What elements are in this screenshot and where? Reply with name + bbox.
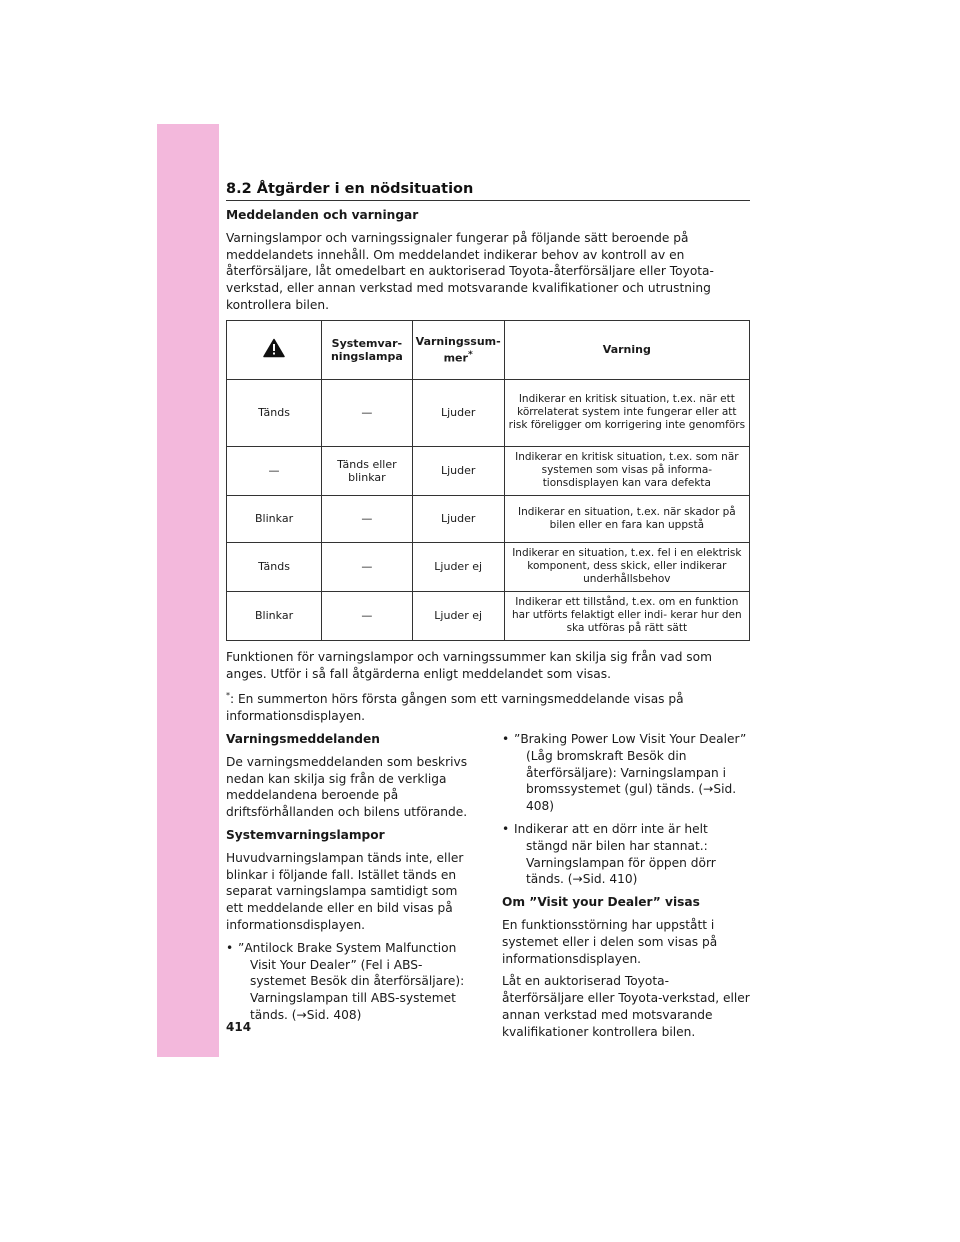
bullet-first-line: Indikerar att en dörr inte är helt: [514, 822, 708, 837]
cell-buzzer: Ljuder: [412, 446, 504, 495]
section-header: [226, 178, 750, 201]
left-para-1: De varningsmeddelanden som beskrivs nedan kan skilja sig från de verkliga meddelandena beroende på driftsförhållanden och bilens utförande.: [226, 754, 468, 820]
cell-description: Indikerar en situation, t.ex. fel i en elektrisk komponent, dess skick, eller indikerar underhållsbehov: [504, 542, 749, 591]
bullet-first-line: ”Braking Power Low Visit Your Dealer”: [514, 732, 747, 747]
table-row: [227, 379, 750, 446]
footnote-mark: *: [226, 691, 230, 701]
bullet-rest: stängd när bilen har stannat.: Varningslampan för öppen dörr tänds. (→Sid. 410): [526, 838, 716, 887]
cell-buzzer: Ljuder: [412, 379, 504, 446]
left-para-2: Huvudvarningslampan tänds inte, eller blinkar i följande fall. Istället tänds en separat varningslampa samtidigt som ett meddelande eller en bild visas på informationsdisplayen.: [226, 850, 464, 932]
left-heading-1: Varningsmeddelanden: [226, 732, 380, 747]
left-column: [226, 731, 474, 1047]
cell-buzzer: Ljuder: [412, 495, 504, 542]
bullet-rest: Visit Your Dealer” (Fel i ABS-systemet Besök din återförsäljare): Varningslampan till ABS-systemet tänds. (→Sid. 408): [250, 957, 465, 1022]
cell-master: —: [227, 446, 322, 495]
cell-system-light: —: [322, 591, 413, 640]
cell-system-light: —: [322, 379, 413, 446]
bullet-rest: (Låg bromskraft Besök din återförsäljare): Varningslampan i bromssystemet (gul) tänds. (→Sid. 408): [526, 748, 737, 814]
header-buzzer-mark: *: [467, 348, 473, 360]
header-buzzer-text: Varningssum- mer: [415, 334, 501, 365]
chapter-sidebar-tab: [157, 124, 219, 1057]
cell-system-light: —: [322, 495, 413, 542]
header-buzzer: [412, 320, 504, 379]
right-para-1: En funktionsstörning har uppstått i systemet eller i delen som visas på informationsdisplayen.: [502, 918, 718, 966]
cell-master: Blinkar: [227, 591, 322, 640]
warning-table: [226, 320, 750, 641]
bullet-first-line: ”Antilock Brake System Malfunction: [238, 940, 457, 955]
bullet-text: [238, 940, 474, 1024]
header-system-light: Systemvar- ningslampa: [322, 320, 413, 379]
right-column: [502, 731, 750, 1047]
bullet-dot: •: [502, 822, 510, 837]
section-title: 8.2 Åtgärder i en nödsituation: [226, 181, 474, 197]
cell-description: Indikerar en kritisk situation, t.ex. när ett körrelaterat system inte fungerar eller att risk föreligger om korrigering inte genomförs: [504, 379, 749, 446]
footnote: [226, 688, 750, 725]
footnote-text: : En summerton hörs första gången som ett varningsmeddelande visas på informationsdisplayen.: [226, 692, 684, 724]
cell-system-light: —: [322, 542, 413, 591]
header-warning: Varning: [504, 320, 749, 379]
list-item: [502, 731, 750, 815]
header-master-warning: [227, 320, 322, 379]
bullet-text: [514, 821, 750, 888]
cell-description: Indikerar en situation, t.ex. när skador på bilen eller en fara kan uppstå: [504, 495, 749, 542]
page-number: 414: [226, 1020, 252, 1034]
right-para-2: Låt en auktoriserad Toyota- återförsäljare eller Toyota-verkstad, eller annan verkstad med motsvarande kvalifikationer kontrollera bilen.: [502, 974, 750, 1039]
table-row: [227, 591, 750, 640]
bullet-dot: •: [226, 940, 234, 955]
cell-description: Indikerar ett tillstånd, t.ex. om en funktion har utförts felaktigt eller indi- kerar hur den ska utföras på rätt sätt: [504, 591, 749, 640]
cell-buzzer: Ljuder ej: [412, 542, 504, 591]
page-content: [226, 207, 750, 1047]
list-item: [226, 940, 474, 1024]
table-row: [227, 446, 750, 495]
cell-master: Tänds: [227, 379, 322, 446]
cell-description: Indikerar en kritisk situation, t.ex. som när systemen som visas på informa- tionsdisplayen kan vara defekta: [504, 446, 749, 495]
cell-master: Tänds: [227, 542, 322, 591]
cell-master: Blinkar: [227, 495, 322, 542]
table-row: [227, 495, 750, 542]
table-row: [227, 542, 750, 591]
warning-triangle-icon: [263, 338, 285, 358]
left-heading-2: Systemvarningslampor: [226, 828, 385, 843]
cell-buzzer: Ljuder ej: [412, 591, 504, 640]
bullet-dot: •: [502, 732, 510, 747]
intro-heading: Meddelanden och varningar: [226, 208, 419, 222]
two-column-body: [226, 731, 750, 1047]
after-table-text: Funktionen för varningslampor och varningssummer kan skilja sig från vad som anges. Utför i så fall åtgärderna enligt meddelandet som visas.: [226, 649, 712, 681]
bullet-text: [514, 731, 750, 815]
cell-system-light: Tänds eller blinkar: [322, 446, 413, 495]
table-header-row: [227, 320, 750, 379]
list-item: [502, 821, 750, 888]
right-heading: Om ”Visit your Dealer” visas: [502, 895, 700, 910]
intro-text: Varningslampor och varningssignaler fungerar på följande sätt beroende på meddelandets innehåll. Om meddelandet indikerar behov av kontroll av en återförsäljare, låt omedelbart en auktoriserad Toyota-återförsäljare eller Toyota-verkstad, eller annan verkstad med motsvarande kvalifikationer och utrustning kontrollera bilen.: [226, 230, 714, 312]
